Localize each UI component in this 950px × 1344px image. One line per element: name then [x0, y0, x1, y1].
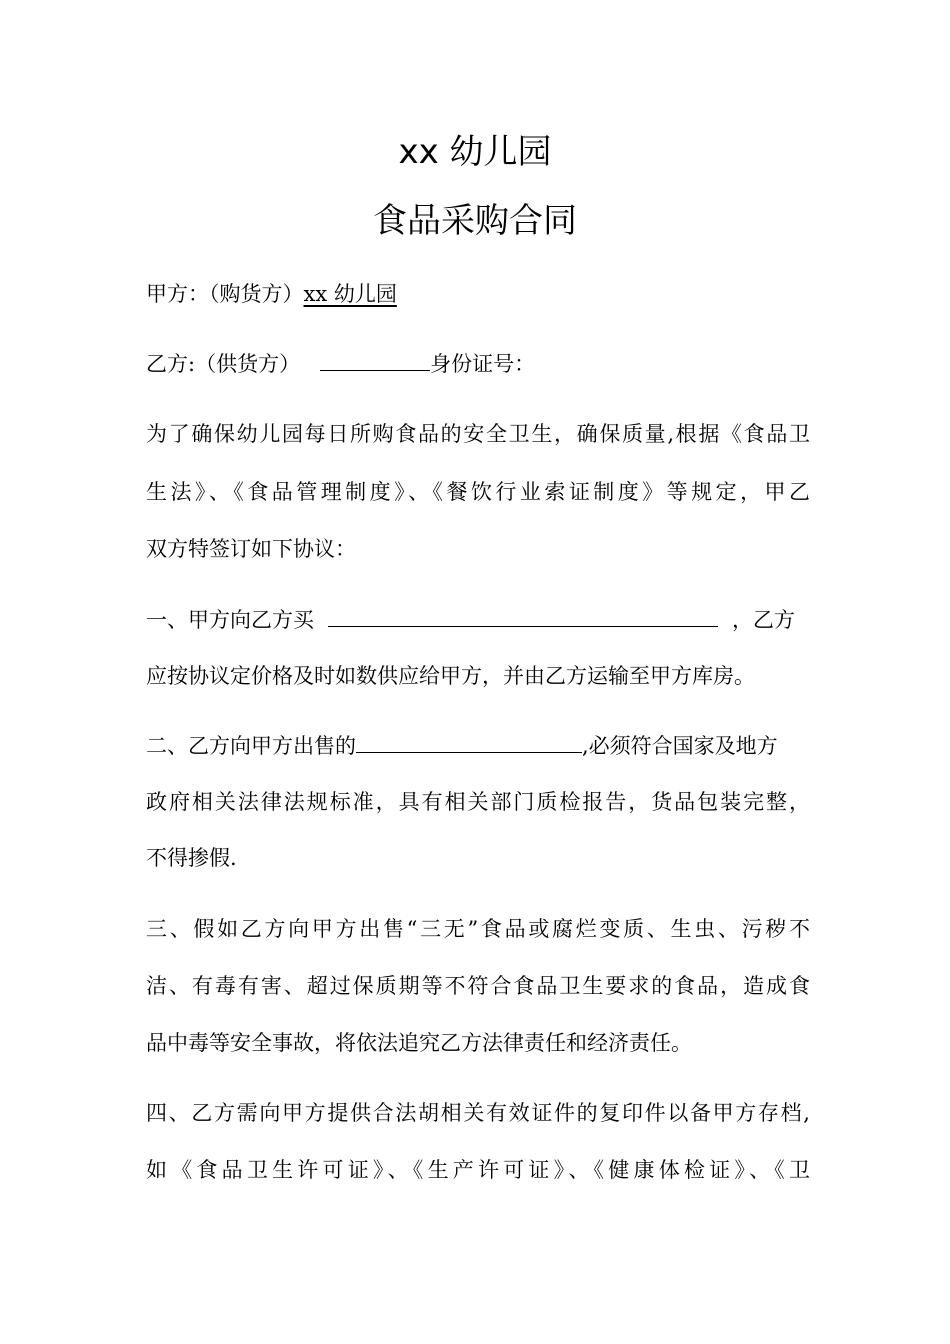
clause-1-text-after: ，乙方 — [732, 608, 795, 632]
preamble-line-3: 双方特签订如下协议： — [146, 537, 356, 561]
clause-2-line-3: 不得掺假. — [146, 846, 237, 870]
party-a-name: xx 幼儿园 — [303, 282, 397, 306]
preamble-line-1: 为了确保幼儿园每日所购食品的安全卫生，确保质量,根据《食品卫 — [146, 422, 810, 446]
party-a-label: 甲方：（购货方） — [146, 282, 304, 306]
clause-4-line-2: 如《食品卫生许可证》、《生产许可证》、《健康体检证》、《卫 — [146, 1158, 810, 1182]
kindergarten-title: xx 幼儿园 — [398, 132, 552, 172]
preamble-line-2: 生法》、《食品管理制度》、《餐饮行业索证制度》等规定，甲乙 — [146, 480, 810, 504]
clause-1-line-1 — [146, 604, 810, 635]
clause-2-text-after: ,必须符合国家及地方 — [582, 734, 778, 758]
party-b-label: 乙方:（供货方） — [146, 352, 301, 376]
clause-3-line-3: 品中毒等安全事故，将依法追究乙方法律责任和经济责任。 — [146, 1031, 692, 1055]
clause-3-line-2: 洁、有毒有害、超过保质期等不符合食品卫生要求的食品，造成食 — [146, 974, 810, 998]
clause-1-goods-blank — [328, 604, 718, 627]
clause-2-line-1 — [146, 730, 810, 761]
contract-title: 食品采购合同 — [373, 201, 577, 241]
party-b-line — [146, 348, 810, 379]
clause-1-text-before: 一、甲方向乙方买 — [146, 608, 314, 632]
party-b-id-label: 身份证号： — [430, 352, 536, 376]
party-a-line — [146, 279, 810, 309]
clause-3-line-1: 三、假如乙方向甲方出售“三无”食品或腐烂变质、生虫、污秽不 — [146, 917, 810, 941]
clause-4-line-1: 四、乙方需向甲方提供合法胡相关有效证件的复印件以备甲方存档, — [146, 1101, 810, 1125]
clause-2-line-2: 政府相关法律法规标准，具有相关部门质检报告，货品包装完整， — [146, 790, 810, 814]
clause-1-line-2: 应按协议定价格及时如数供应给甲方，并由乙方运输至甲方库房。 — [146, 664, 755, 688]
clause-2-goods-blank — [356, 730, 582, 753]
clause-2-text-before: 二、乙方向甲方出售的 — [146, 734, 356, 758]
party-b-name-blank — [320, 348, 430, 371]
